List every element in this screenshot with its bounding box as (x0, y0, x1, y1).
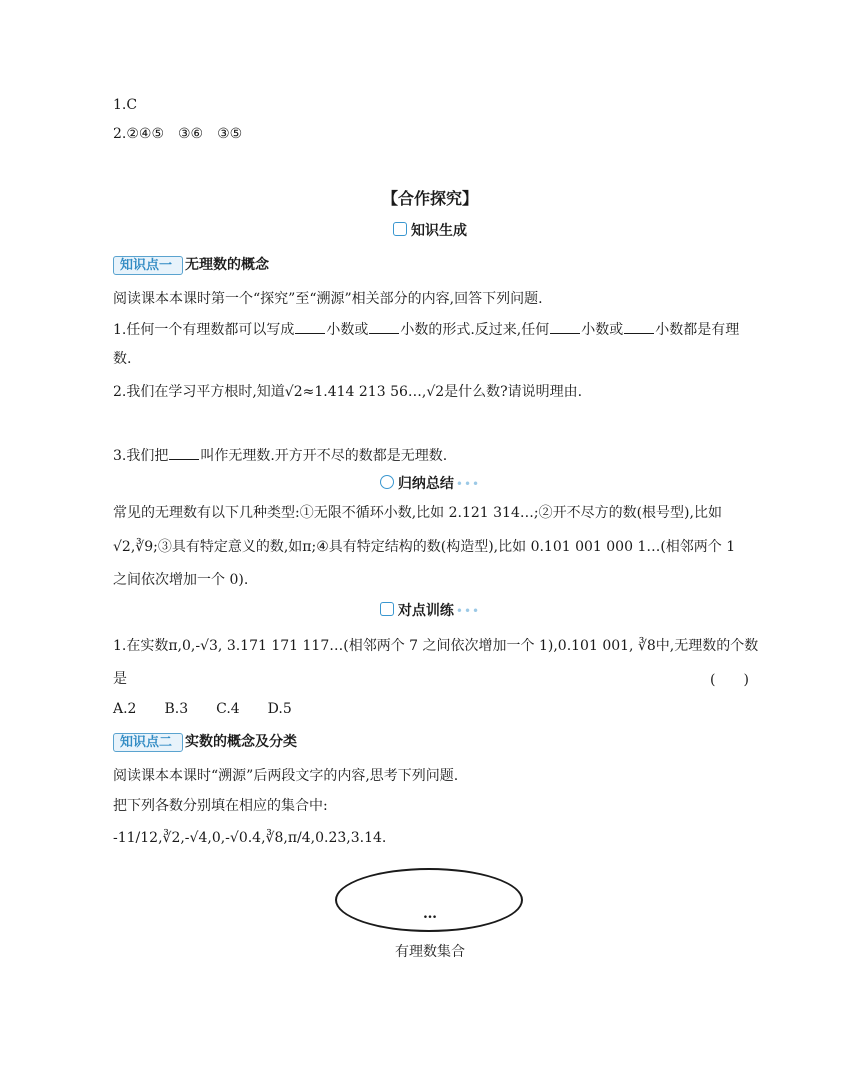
practice-heading (0, 600, 860, 620)
kp1-tag: 知识点一 (113, 256, 183, 275)
answer-line-2: 2.②④⑤ ③⑥ ③⑤ (113, 126, 243, 142)
q1-part-b: 小数或 (326, 322, 369, 338)
pencil-icon (380, 475, 394, 489)
kp1-question-2: 2.我们在学习平方根时,知道√2≈1.414 213 56…,√2是什么数?请说明理由. (113, 384, 583, 400)
kp2-instruction: 把下列各数分别填在相应的集合中: (113, 798, 328, 814)
fill-blank (369, 319, 399, 334)
kp2-title: 实数的概念及分类 (185, 734, 298, 750)
q3-part-a: 3.我们把 (113, 448, 169, 464)
practice-options: A.2 B.3 C.4 D.5 (113, 701, 292, 717)
q3-part-b: 叫作无理数.开方开不尽的数都是无理数. (200, 448, 448, 464)
answer-line-1: 1.C (113, 97, 138, 113)
kp1-title: 无理数的概念 (185, 257, 270, 273)
q1-part-d: 小数或 (581, 322, 624, 338)
kp2-header (113, 732, 297, 752)
kp1-question-3 (113, 445, 447, 466)
fill-blank (169, 445, 199, 460)
fill-blank (295, 319, 325, 334)
practice-heading-label: 对点训练 (397, 603, 454, 619)
knowledge-generation-label: 知识生成 (411, 223, 467, 239)
q1-part-e: 小数都是有理 (655, 322, 740, 338)
summary-line-3: 之间依次增加一个 0). (113, 572, 249, 588)
answer-parentheses: ( ) (710, 672, 749, 688)
kp1-header (113, 255, 269, 275)
fill-blank (550, 319, 580, 334)
set-ellipsis: … (423, 906, 437, 922)
rational-set-label: 有理数集合 (395, 944, 465, 960)
knowledge-generation-heading (0, 220, 860, 240)
summary-line-2: √2,∛9;③具有特定意义的数,如π;④具有特定结构的数(构造型),比如 0.101 001 000 1…(相邻两个 1 (113, 539, 736, 555)
q1-part-c: 小数的形式.反过来,任何 (400, 322, 550, 338)
fill-blank (624, 319, 654, 334)
book-icon (393, 222, 407, 236)
practice-question-1: 1.在实数π,0,-√3, 3.171 171 117…(相邻两个 7 之间依次增加一个 1),0.101 001, ∛8中,无理数的个数 (113, 638, 759, 654)
kp2-tag: 知识点二 (113, 733, 183, 752)
kp2-numbers: -11/12,∛2,-√4,0,-√0.4,∛8,π/4,0.2̇3̇,3.14. (113, 830, 387, 846)
section-title: 【合作探究】 (381, 189, 478, 208)
summary-line-1: 常见的无理数有以下几种类型:①无限不循环小数,比如 2.121 314…;②开不尽方的数(根号型),比如 (113, 505, 722, 521)
rational-set-ellipse (335, 868, 523, 932)
kp1-question-1-cont: 数. (113, 351, 132, 367)
kp2-intro: 阅读课本本课时“溯源”后两段文字的内容,思考下列问题. (113, 768, 459, 784)
decorative-dots: ••• (455, 604, 481, 618)
summary-heading-label: 归纳总结 (397, 476, 454, 492)
q1-part-a: 1.任何一个有理数都可以写成 (113, 322, 295, 338)
decorative-dots: ••• (455, 477, 481, 491)
practice-question-1-cont: 是 (113, 671, 127, 687)
edit-icon (380, 602, 394, 616)
kp1-intro: 阅读课本本课时第一个“探究”至“溯源”相关部分的内容,回答下列问题. (113, 291, 543, 307)
summary-heading (0, 473, 860, 493)
kp1-question-1 (113, 319, 739, 340)
